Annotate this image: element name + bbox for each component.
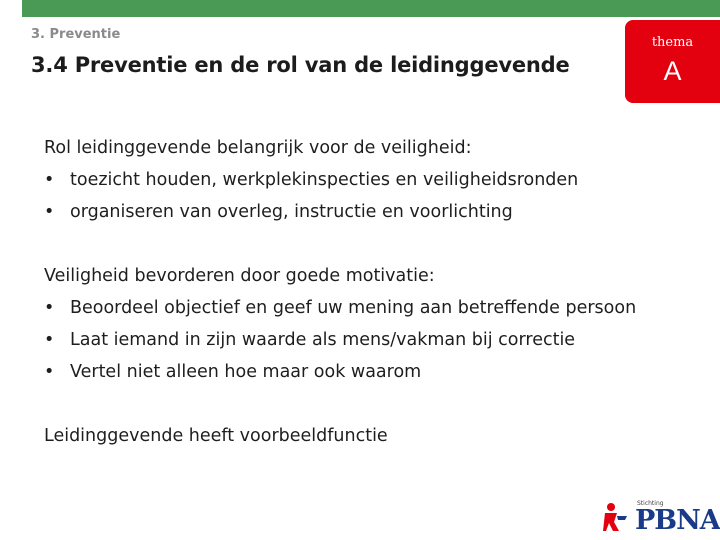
top-accent-bar [0, 0, 720, 17]
content-block-motivation [44, 260, 684, 388]
list-item [44, 292, 684, 324]
list-item [44, 164, 684, 196]
bullet-glyph: • [44, 362, 55, 382]
thema-label: thema [651, 35, 694, 50]
thema-letter: A [663, 56, 682, 86]
page-title: 3.4 Preventie en de rol van de leidinggevende [31, 53, 570, 77]
content-block-role [44, 132, 684, 228]
logo-small-text: Stichting [637, 500, 664, 507]
list-item [44, 324, 684, 356]
list-item-text: Vertel niet alleen hoe maar ook waarom [70, 362, 422, 382]
pbna-figure-icon [603, 502, 629, 532]
pbna-logo [603, 497, 720, 537]
list-item-text: Beoordeel objectief en geef uw mening aan betreffende persoon [70, 298, 637, 318]
bullet-glyph: • [44, 330, 55, 350]
bullet-glyph: • [44, 170, 55, 190]
list-item [44, 196, 684, 228]
list-item-text: organiseren van overleg, instructie en voorlichting [70, 202, 513, 222]
slide-content [44, 132, 684, 452]
bullet-glyph: • [44, 298, 55, 318]
bullet-list [44, 164, 684, 228]
thema-badge [625, 20, 720, 103]
bullet-list [44, 292, 684, 388]
list-item-text: Laat iemand in zijn waarde als mens/vakman bij correctie [70, 330, 576, 350]
bullet-glyph: • [44, 202, 55, 222]
block-intro: Rol leidinggevende belangrijk voor de veiligheid: [44, 138, 472, 158]
logo-text: PBNA [635, 505, 720, 536]
section-label: 3. Preventie [31, 27, 121, 42]
closing-statement: Leidinggevende heeft voorbeeldfunctie [44, 426, 388, 446]
list-item [44, 356, 684, 388]
list-item-text: toezicht houden, werkplekinspecties en veiligheidsronden [70, 170, 579, 190]
block-intro: Veiligheid bevorderen door goede motivatie: [44, 266, 435, 286]
top-bar-gap [0, 0, 22, 17]
